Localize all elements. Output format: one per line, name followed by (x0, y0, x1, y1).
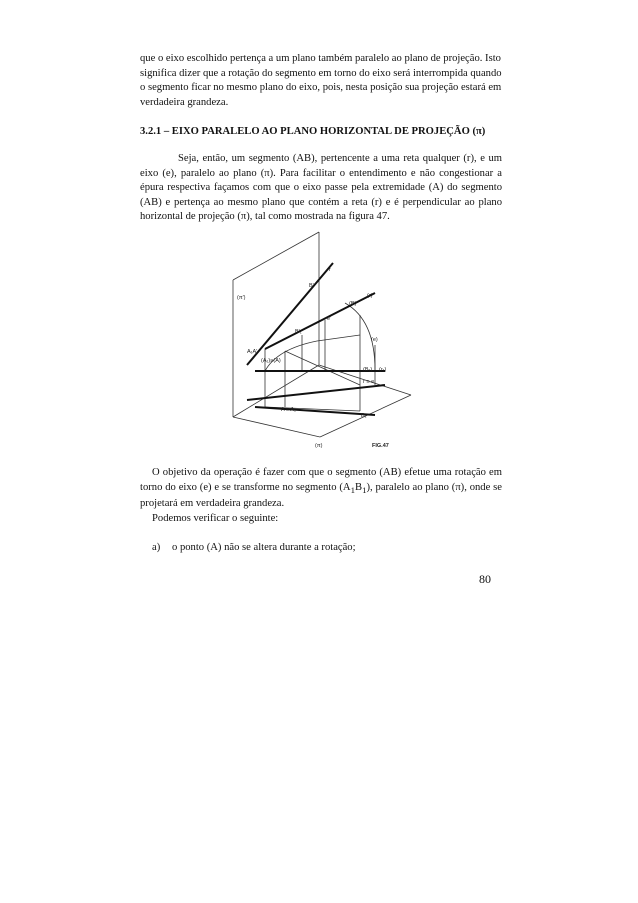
label-r1: (r₁) (379, 367, 387, 373)
figure-47 (225, 225, 415, 455)
label-pi: (π) (315, 443, 323, 449)
paragraph-3: Podemos verificar o seguinte: (152, 512, 279, 524)
label-b1: B₁ (361, 413, 367, 419)
label-e-paren: (e) (371, 337, 378, 343)
label-a1-center: (A₁)≡(A) (261, 358, 281, 364)
figure-caption: FIG.47 (372, 443, 389, 449)
intro-paragraph: que o eixo escolhido pertença a um plano também paralelo ao plano de projeção. Isto significa dizer que a rotação do segmento em torno do eixo será interrompida quando o segmento ficar no mesmo plano do eixo, pois, nesta posição sua projeção estará em verdadeira grandeza. (140, 53, 502, 108)
paragraph-1 (140, 152, 502, 225)
label-b-prime: B' (309, 283, 314, 289)
line-r1 (247, 385, 385, 400)
label-r: r (329, 267, 331, 273)
vertical-plane-top-edge (233, 232, 319, 280)
construction-curve (265, 335, 360, 371)
label-a-eq-a1: A ≡ A₁ (281, 407, 296, 413)
page-number: 80 (479, 572, 491, 586)
label-r-paren: (r) (367, 293, 373, 299)
subscript-1: 1 (350, 484, 355, 495)
paragraph-2 (140, 466, 502, 526)
paragraph-2-mid: B (354, 481, 363, 493)
label-b-double: (B) (349, 301, 357, 307)
list-item-a (152, 542, 356, 553)
list-marker: a) (152, 542, 161, 553)
section-heading: 3.2.1 – EIXO PARALELO AO PLANO HORIZONTAL DE PROJEÇÃO (π) (140, 126, 486, 137)
paragraph-1-text: Seja, então, um segmento (AB), pertencente a uma reta qualquer (r), e um eixo (e), paralelo ao plano (π). Para facilitar o entendimento e não congestionar a épura respectiva façamos com que o eixo passe pela extremidade (A) do segmento (AB) e pertença ao mesmo plano que contém a reta (r) e é perpendicular ao plano horizontal de projeção (π), tal como mostrada na figura 47. (140, 153, 502, 223)
label-a1-a-prime: A₁A' (247, 349, 258, 355)
label-b1-paren: (B₁) (363, 367, 373, 373)
rotated-segment-line (285, 351, 360, 385)
label-r-eq-e: r ≡ e (363, 379, 375, 385)
list-item-text: o ponto (A) não se altera durante a rotação; (172, 542, 356, 553)
horizontal-plane-front-edge (233, 417, 320, 437)
paragraph-2-prefix: O objetivo da operação é fazer com que o segmento (AB) efetue uma rotação em torno do eixo (e) e se transforme no segmento (A (140, 467, 502, 493)
label-pi-prime: (π') (237, 295, 246, 301)
paragraph-2-suffix: ), paralelo ao plano (π), onde se projetará em verdadeira grandeza. (140, 481, 502, 510)
label-e-prime: e' (327, 316, 332, 322)
label-b1-prime: B'₁ (295, 329, 302, 335)
figure-47-drawing (225, 225, 415, 455)
subscript-2: 1 (362, 484, 367, 495)
